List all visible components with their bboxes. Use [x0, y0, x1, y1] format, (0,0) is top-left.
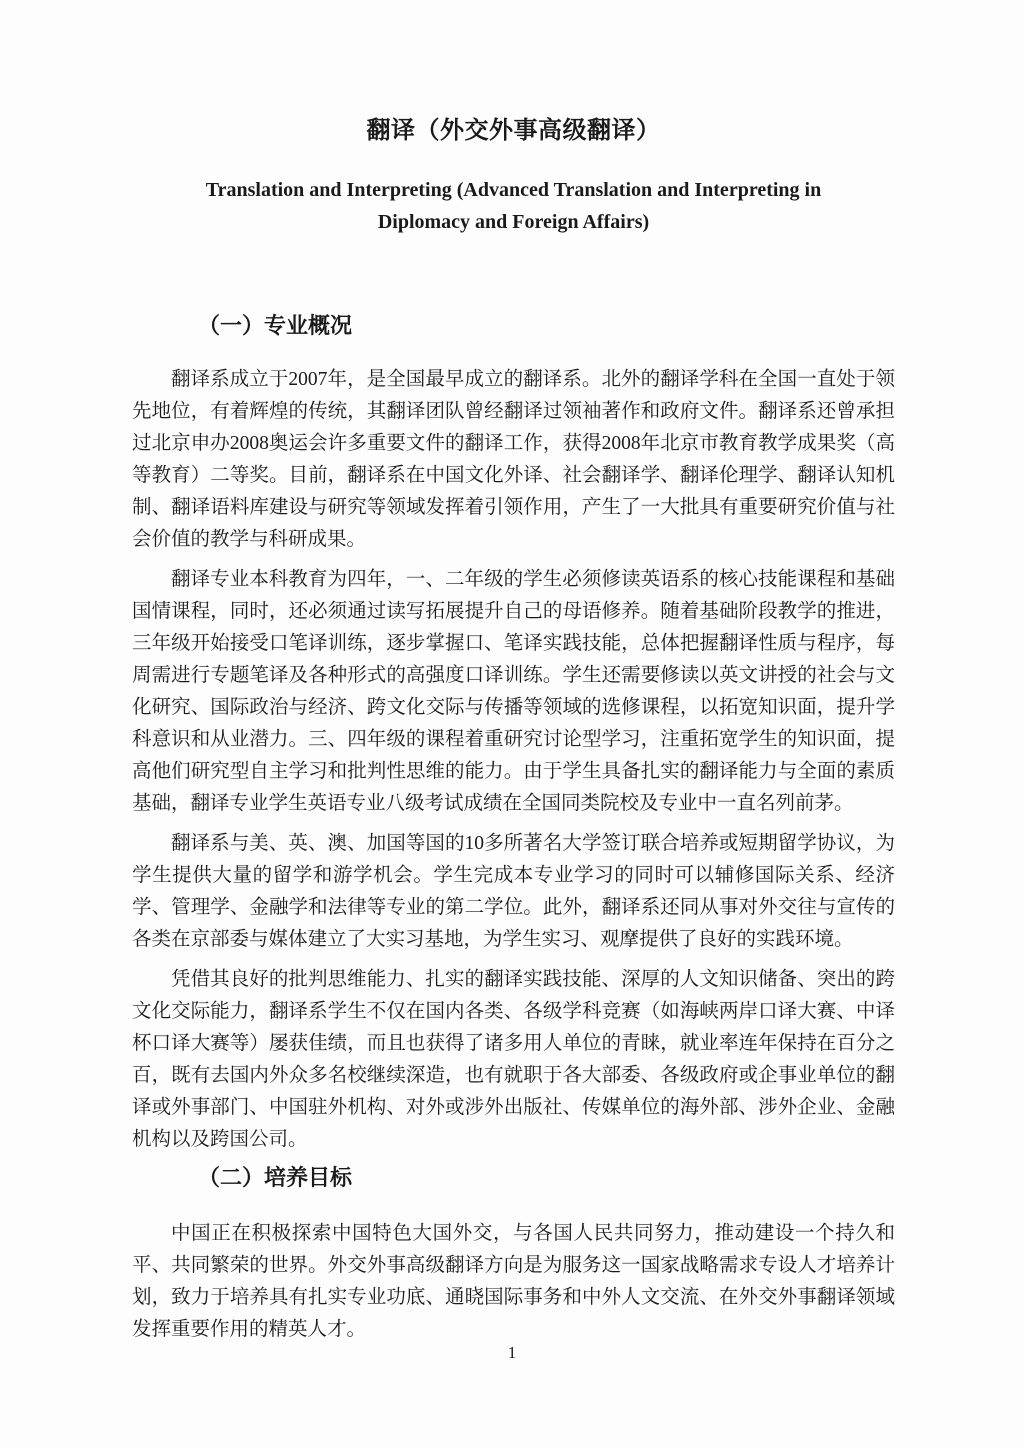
document-title-english-line1: Translation and Interpreting (Advanced Translation and Interpreting in — [205, 179, 822, 201]
document-title-english — [132, 174, 895, 238]
section-goals — [132, 1164, 895, 1346]
section-goals-heading: （二）培养目标 — [198, 1166, 353, 1191]
page-number: 1 — [507, 1343, 517, 1362]
paragraph: 中国正在积极探索中国特色大国外交，与各国人民共同努力，推动建设一个持久和平、共同繁荣的世界。外交外事高级翻译方向是为服务这一国家战略需求专设人才培养计划，致力于培养具有扎实专业功底、通晓国际事务和中外人文交流、在外交外事翻译领域发挥重要作用的精英人才。 — [132, 1223, 895, 1340]
paragraph: 翻译系成立于2007年，是全国最早成立的翻译系。北外的翻译学科在全国一直处于领先地位，有着辉煌的传统，其翻译团队曾经翻译过领袖著作和政府文件。翻译系还曾承担过北京申办2008奥运会许多重要文件的翻译工作，获得2008年北京市教育教学成果奖（高等教育）二等奖。目前，翻译系在中国文化外译、社会翻译学、翻译伦理学、翻译认知机制、翻译语料库建设与研究等领域发挥着引领作用，产生了一大批具有重要研究价值与社会价值的教学与科研成果。 — [132, 369, 895, 550]
paragraph: 凭借其良好的批判思维能力、扎实的翻译实践技能、深厚的人文知识储备、突出的跨文化交际能力，翻译系学生不仅在国内各类、各级学科竞赛（如海峡两岸口译大赛、中译杯口译大赛等）屡获佳绩，而且也获得了诸多用人单位的青睐，就业率连年保持在百分之百，既有去国内外众多名校继续深造，也有就职于各大部委、各级政府或企事业单位的翻译或外事部门、中国驻外机构、对外或涉外出版社、传媒单位的海外部、涉外企业、金融机构以及跨国公司。 — [132, 969, 895, 1150]
document-title-english-line2: Diplomacy and Foreign Affairs) — [377, 211, 650, 233]
document-title-chinese: 翻译（外交外事高级翻译） — [366, 116, 661, 144]
paragraph: 翻译专业本科教育为四年，一、二年级的学生必须修读英语系的核心技能课程和基础国情课程，同时，还必须通过读写拓展提升自己的母语修养。随着基础阶段教学的推进，三年级开始接受口笔译训练，逐步掌握口、笔译实践技能，总体把握翻译性质与程序，每周需进行专题笔译及各种形式的高强度口译训练。学生还需要修读以英文讲授的社会与文化研究、国际政治与经济、跨文化交际与传播等领域的选修课程，以拓宽知识面，提升学科意识和从业潜力。三、四年级的课程着重研究讨论型学习，注重拓宽学生的知识面，提高他们研究型自主学习和批判性思维的能力。由于学生具备扎实的翻译能力与全面的素质基础，翻译专业学生英语专业八级考试成绩在全国同类院校及专业中一直名列前茅。 — [132, 569, 895, 814]
section-overview — [132, 312, 895, 1156]
section-overview-heading: （一）专业概况 — [198, 314, 353, 339]
paragraph: 翻译系与美、英、澳、加国等国的10多所著名大学签订联合培养或短期留学协议，为学生提供大量的留学和游学机会。学生完成本专业学习的同时可以辅修国际关系、经济学、管理学、金融学和法律等专业的第二学位。此外，翻译系还同从事对外交往与宣传的各类在京部委与媒体建立了大实习基地，为学生实习、观摩提供了良好的实践环境。 — [132, 833, 895, 950]
